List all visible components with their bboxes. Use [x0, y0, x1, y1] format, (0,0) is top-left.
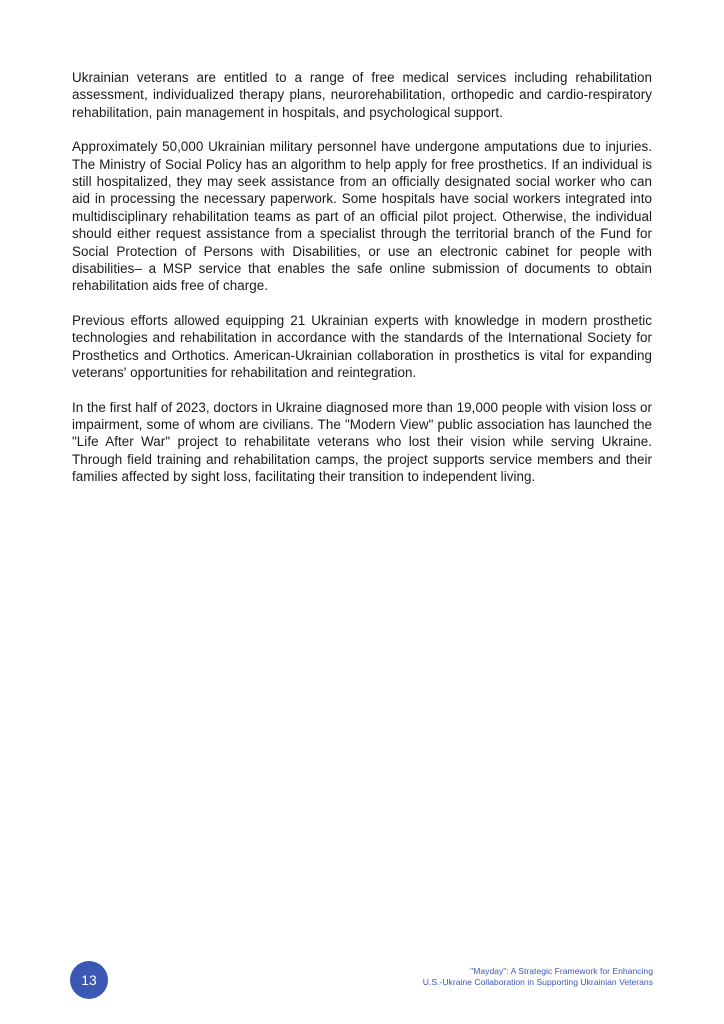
footer-title-line-2: U.S.-Ukraine Collaboration in Supporting Ukrainian Veterans: [422, 977, 653, 988]
page-number-badge: 13: [70, 961, 108, 999]
paragraph-amputations-prosthetics: Approximately 50,000 Ukrainian military personnel have undergone amputations due to injuries. The Ministry of Social Policy has an algorithm to help apply for free prosthetics. If an individual is still hospitalized, they may seek assistance from an officially designated social worker who can aid in processing the necessary paperwork. Some hospitals have social workers integrated into multidisciplinary rehabilitation teams as part of an official pilot project. Otherwise, the individual should either request assistance from a specialist through the territorial branch of the Fund for Social Protection of Persons with Disabilities, or use an electronic cabinet for people with disabilities– a MSP service that enables the safe online submission of documents to obtain rehabilitation aids free of charge.: [72, 139, 652, 294]
footer-title-line-1: "Mayday": A Strategic Framework for Enhancing: [470, 966, 653, 976]
footer-title: [313, 966, 653, 989]
paragraph-prosthetic-experts: Previous efforts allowed equipping 21 Ukrainian experts with knowledge in modern prosthetic technologies and rehabilitation in accordance with the standards of the International Society for Prosthetics and Orthotics. American-Ukrainian collaboration in prosthetics is vital for expanding veterans' opportunities for rehabilitation and reintegration.: [72, 312, 652, 381]
body-text: [72, 69, 652, 503]
paragraph-vision-loss: In the first half of 2023, doctors in Ukraine diagnosed more than 19,000 people with vision loss or impairment, some of whom are civilians. The "Modern View" public association has launched the "Life After War" project to rehabilitate veterans who lost their vision while serving Ukraine. Through field training and rehabilitation camps, the project supports service members and their families affected by sight loss, facilitating their transition to independent living.: [72, 399, 652, 485]
paragraph-medical-services: Ukrainian veterans are entitled to a range of free medical services including rehabilitation assessment, individualized therapy plans, neurorehabilitation, orthopedic and cardio-respiratory rehabilitation, pain management in hospitals, and psychological support.: [72, 70, 652, 120]
